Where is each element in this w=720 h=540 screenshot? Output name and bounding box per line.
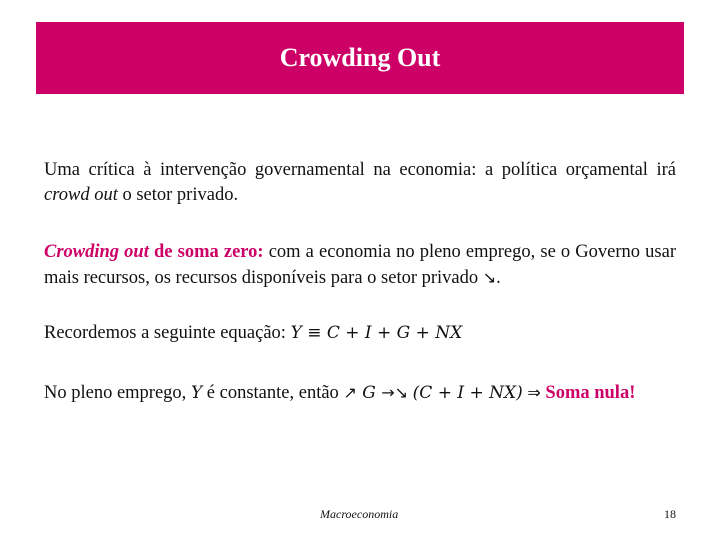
p3-text: Recordemos a seguinte equação:: [44, 323, 291, 343]
p1-crowd-out: crowd out: [44, 185, 118, 205]
title-bar: [36, 22, 684, 94]
p4-text-a: No pleno emprego,: [44, 383, 191, 403]
p1-text-b: o setor privado.: [117, 185, 239, 205]
p2-highlight-bold: de soma zero:: [148, 242, 264, 262]
right-arrow-icon: →: [381, 383, 395, 402]
down-arrow-icon: ↘: [482, 268, 497, 287]
p4-text-b: é constante, então: [202, 383, 344, 403]
slide-title: Crowding Out: [279, 43, 441, 72]
paragraph-critique: [44, 158, 676, 208]
implies-icon: ⇒: [527, 383, 541, 402]
identity-equation: Y ≡ C + I + G + NX: [290, 323, 463, 343]
footer-course: Macroeconomia: [320, 507, 399, 521]
p4-expression: (C + I + NX): [412, 383, 523, 403]
p4-g: G: [356, 383, 382, 403]
p4-y: Y: [190, 383, 203, 403]
down-arrow-icon: ↘: [394, 383, 409, 402]
paragraph-equation: [44, 321, 676, 346]
p4-result: Soma nula!: [540, 383, 636, 403]
p1-text-a: Uma crítica à intervenção governamental na economia: a política orçamental irá: [44, 160, 676, 180]
paragraph-zero-sum: [44, 240, 676, 291]
page-number: 18: [664, 507, 676, 521]
p2-end: .: [496, 268, 501, 288]
paragraph-full-employment: [44, 380, 676, 406]
p2-text: com a economia no pleno emprego, se o Governo usar mais recursos, os recursos disponíveis para o setor privado: [44, 242, 676, 288]
p2-highlight-italic: Crowding out: [44, 242, 149, 262]
up-arrow-icon: ↗: [343, 383, 357, 402]
